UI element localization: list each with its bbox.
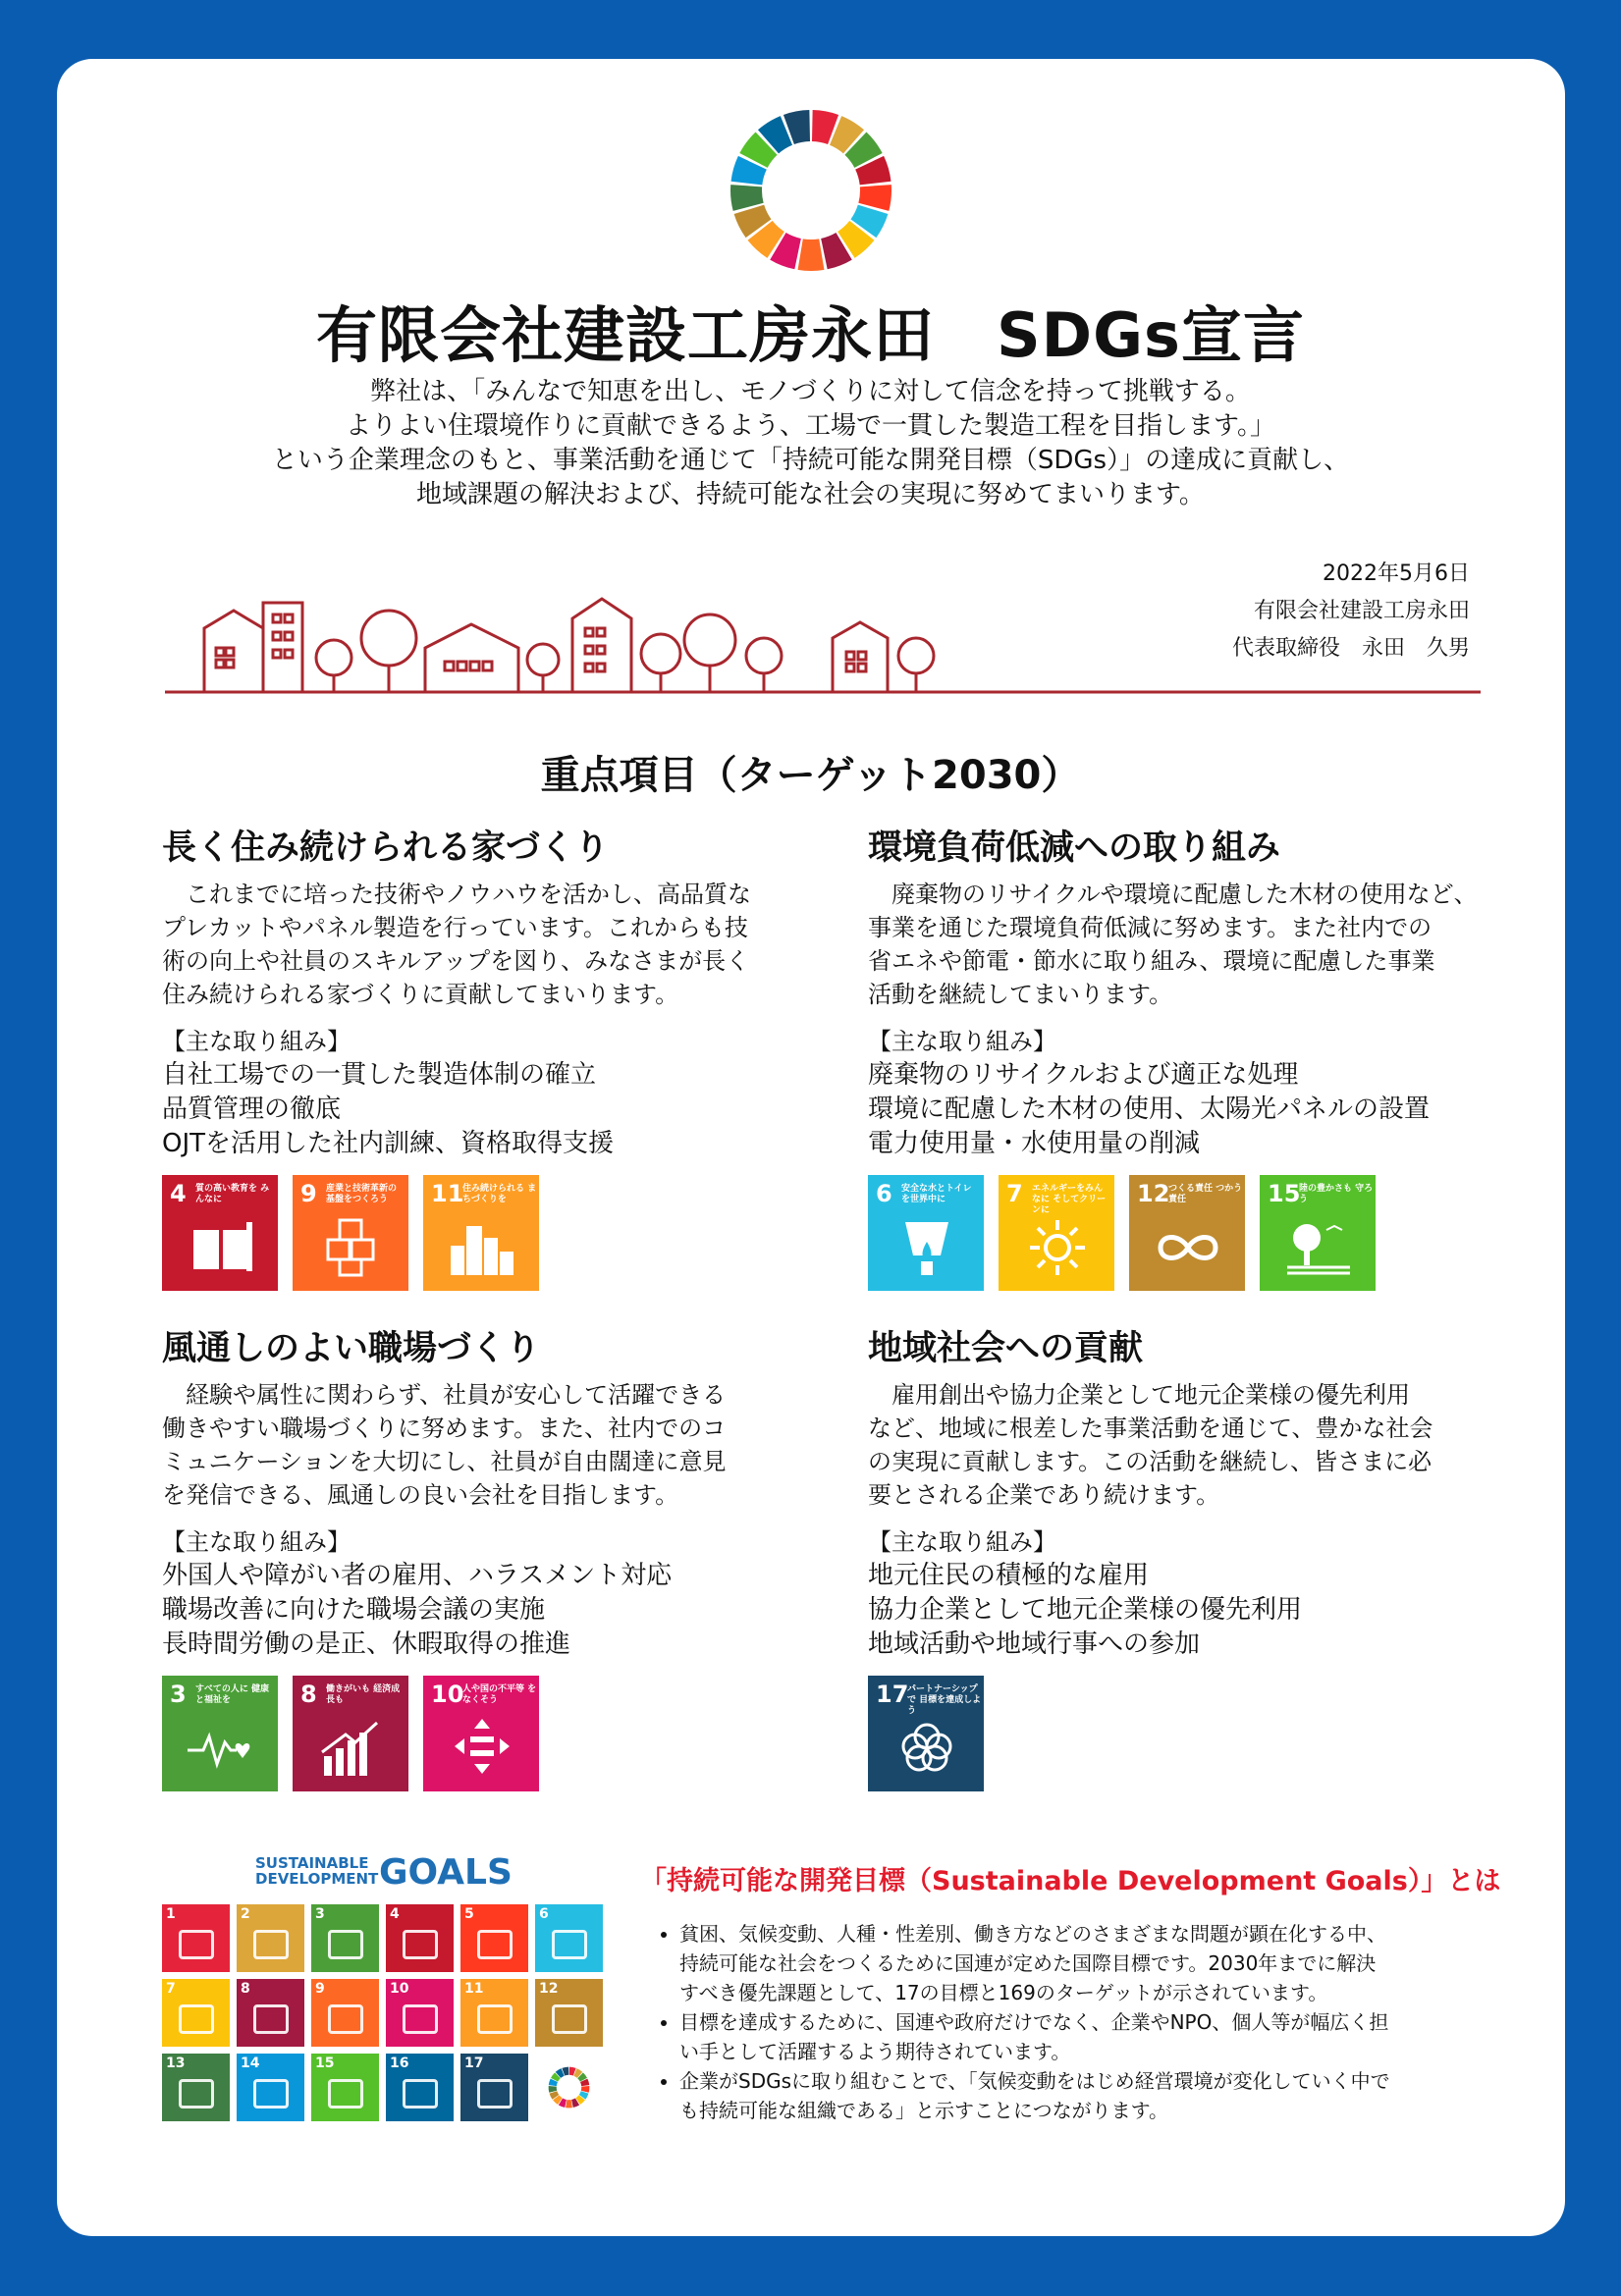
goal-pictogram [179,2004,214,2034]
goal-pictogram [253,2079,289,2109]
goal-number: 6 [876,1180,892,1207]
sdg-goal-11-icon [423,1175,539,1291]
initiative-item: OJTを活用した社内訓練、資格取得支援 [162,1129,615,1158]
logo-line: SUSTAINABLE [255,1854,369,1872]
section-body [162,1378,790,1512]
goal-number: 3 [170,1681,187,1708]
grid-goal-1-icon [162,1904,230,1972]
body-line: 廃棄物のリサイクルや環境に配慮した木材の使用など、 [868,881,1478,908]
equality-icon [447,1717,517,1780]
goal-number: 10 [431,1681,464,1708]
intro-line: という企業理念のもと、事業活動を通じて「持続可能な開発目標（SDGs）」の達成に貢献し、 [271,446,1350,475]
small-wheel-icon [548,2066,590,2109]
intro-line: よりよい住環境作りに貢献できるよう、工場で一貫した製造工程を目指します。」 [346,411,1275,441]
goal-pictogram [403,2079,438,2109]
wheel-segment [798,239,825,271]
body-line: プレカットやパネル製造を行っています。これからも技 [162,914,748,941]
book-icon [186,1216,256,1279]
goal-number: 11 [464,1981,484,1997]
body-line: ミュニケーションを大切にし、社員が自由闊達に意見 [162,1448,727,1475]
section-community [868,1327,1496,1791]
goal-number: 8 [241,1981,250,1997]
grid-goal-4-icon [386,1904,454,1972]
goal-number: 6 [539,1906,549,1922]
logo-line: DEVELOPMENT [255,1870,379,1888]
section-long-lasting-homes [162,827,790,1291]
goal-label: 住み続けられる まちづくりを [462,1184,537,1204]
initiative-list [868,1058,1496,1161]
infinity-icon [1153,1216,1223,1279]
body-line: これまでに培った技術やノウハウを活かし、高品質な [162,881,751,908]
sdg-icon-row [162,1175,790,1291]
sdg-icon-row [868,1676,1496,1791]
goal-label: 働きがいも 経済成長も [326,1684,401,1705]
goal-number: 7 [166,1981,176,1997]
initiative-list [868,1559,1496,1662]
body-line: 働きやすい職場づくりに努めます。また、社内でのコ [162,1415,727,1442]
goal-label: 人や国の不平等 をなくそう [462,1684,537,1705]
sdg-icon-row [162,1676,790,1791]
body-line: 経験や属性に関わらず、社員が安心して活躍できる [162,1381,727,1409]
sdg-goal-12-icon [1129,1175,1245,1291]
goal-number: 7 [1006,1180,1023,1207]
grid-goal-5-icon [460,1904,528,1972]
company-name: 有限会社建設工房永田 [1253,599,1470,623]
about-sdgs [640,1859,1501,2125]
body-line: 要とされる企業であり続けます。 [868,1481,1220,1509]
goal-label: つくる責任 つかう責任 [1168,1184,1243,1204]
grid-goal-16-icon [386,2054,454,2121]
sdg-goal-15-icon [1260,1175,1376,1291]
goal-pictogram [253,1930,289,1959]
sdg-goal-7-icon [999,1175,1114,1291]
goal-number: 10 [390,1981,409,1997]
about-list [640,1919,1465,2125]
sdg-goal-3-icon [162,1676,278,1791]
heartbeat-icon [186,1717,256,1780]
tree-icon [1283,1216,1354,1279]
section-workplace [162,1327,790,1791]
water-icon [892,1216,962,1279]
goal-pictogram [328,1930,363,1959]
goal-label: 産業と技術革新の 基盤をつくろう [326,1184,398,1204]
goal-number: 3 [315,1906,325,1922]
bullet-line: すべき優先課題として、17の目標と169のターゲットが示されています。 [679,1981,1328,2004]
sdg-goal-8-icon [293,1676,408,1791]
grid-goal-17-icon [460,2054,528,2121]
initiative-item: 環境に配慮した木材の使用、太陽光パネルの設置 [868,1095,1431,1124]
partnership-icon [892,1717,962,1780]
about-heading: 「持続可能な開発目標（Sustainable Development Goals）」とは [640,1866,1501,1896]
page-title: 有限会社建設工房永田 SDGs宣言 [316,299,1305,371]
main-initiatives-heading: 【主な取り組み】 [162,1028,351,1055]
grid-goal-2-icon [237,1904,304,1972]
townscape-illustration [165,589,1481,697]
goal-label: エネルギーをみんなに そしてクリーンに [1032,1184,1107,1215]
initiative-item: 自社工場での一貫した製造体制の確立 [162,1060,597,1090]
body-line: を発信できる、風通しの良い会社を目指します。 [162,1481,679,1509]
goal-pictogram [477,1930,513,1959]
goal-number: 13 [166,2056,186,2071]
initiative-item: 協力企業として地元企業様の優先利用 [868,1595,1303,1625]
goal-label: パートナーシップで 目標を達成しよう [907,1684,982,1716]
bullet-line: • 目標を達成するために、国連や政府だけでなく、企業やNPO、個人等が幅広く担 [679,2010,1389,2034]
goal-pictogram [328,2004,363,2034]
city-icon [447,1216,517,1279]
wheel-segment [566,2100,572,2108]
goal-pictogram [179,2079,214,2109]
goal-number: 9 [315,1981,325,1997]
bullet-line: • 企業がSDGsに取り組むことで、「気候変動をはじめ経営環境が変化していく中で [679,2069,1390,2093]
goal-number: 4 [390,1906,400,1922]
goal-pictogram [328,2079,363,2109]
about-bullet [679,2007,1465,2066]
body-line: など、地域に根差した事業活動を通じて、豊かな社会 [868,1415,1433,1442]
sdgs-goals-logo [255,1852,513,1893]
grid-goal-9-icon [311,1979,379,2047]
goal-label: 質の高い教育を みんなに [195,1184,270,1204]
goal-number: 2 [241,1906,250,1922]
initiative-list [162,1559,790,1662]
goal-number: 9 [300,1180,317,1207]
goal-number: 17 [876,1681,909,1708]
grid-goal-3-icon [311,1904,379,1972]
goal-pictogram [403,1930,438,1959]
grid-goal-14-icon [237,2054,304,2121]
goal-number: 8 [300,1681,317,1708]
goal-label: 安全な水とトイレ を世界中に [901,1184,972,1204]
initiative-item: 電力使用量・水使用量の削減 [868,1129,1201,1158]
goal-number: 12 [539,1981,559,1997]
initiative-item: 地域活動や地域行事への参加 [868,1629,1201,1659]
section-body [162,878,790,1011]
goal-number: 17 [464,2056,484,2071]
body-line: 雇用創出や協力企業として地元企業様の優先利用 [868,1381,1410,1409]
section-body [868,1378,1496,1512]
initiative-item: 長時間労働の是正、休暇取得の推進 [162,1629,571,1659]
intro-line: 地域課題の解決および、持続可能な社会の実現に努めてまいります。 [416,480,1205,509]
goal-number: 12 [1137,1180,1170,1207]
goal-number: 16 [390,2056,409,2071]
goal-label: すべての人に 健康と福祉を [195,1684,269,1705]
intro-line: 弊社は、「みんなで知恵を出し、モノづくりに対して信念を持って挑戦する。 [370,377,1251,406]
body-line: 住み続けられる家づくりに貢献してまいります。 [162,981,679,1008]
initiative-item: 外国人や障がい者の雇用、ハラスメント対応 [162,1561,673,1590]
goal-number: 15 [1268,1180,1301,1207]
grid-goal-15-icon [311,2054,379,2121]
grid-goal-11-icon [460,1979,528,2047]
initiative-item: 地元住民の積極的な雇用 [868,1561,1150,1590]
goal-pictogram [179,1930,214,1959]
goal-number: 11 [431,1180,464,1207]
body-line: 術の向上や社員のスキルアップを図り、みなさまが長く [162,947,750,975]
bullet-line: い手として活躍するよう期待されています。 [679,2040,1071,2063]
main-initiatives-heading: 【主な取り組み】 [162,1528,351,1556]
section-body [868,878,1496,1011]
grid-goal-12-icon [535,1979,603,2047]
goal-number: 1 [166,1906,176,1922]
section-title: 環境負荷低減への取り組み [868,828,1281,868]
initiative-list [162,1058,790,1161]
about-bullet [679,2066,1465,2125]
sun-power-icon [1022,1216,1093,1279]
grid-goal-10-icon [386,1979,454,2047]
grid-goal-6-icon [535,1904,603,1972]
goal-number: 5 [464,1906,474,1922]
initiative-item: 廃棄物のリサイクルおよび適正な処理 [868,1060,1299,1090]
bullet-line: • 貧困、気候変動、人種・性差別、働き方などのさまざまな問題が顕在化する中、 [679,1922,1386,1946]
sdg-goal-10-icon [423,1676,539,1791]
goal-label: 陸の豊かさも 守ろう [1299,1184,1374,1204]
initiative-item: 職場改善に向けた職場会議の実施 [162,1595,546,1625]
body-line: 事業を通じた環境負荷低減に努めます。また社内での [868,914,1432,941]
sdg-goal-17-icon [868,1676,984,1791]
logo-goals-text: GOALS [379,1852,513,1893]
representative-name: 代表取締役 永田 久男 [1231,636,1470,661]
sdgs-wheel-logo [729,108,893,273]
body-line: 省エネや節電・節水に取り組み、環境に配慮した事業 [868,947,1435,975]
intro-statement [0,375,1621,512]
focus-title: 重点項目（ターゲット2030） [540,753,1081,798]
sdg-goal-9-icon [293,1175,408,1291]
main-initiatives-heading: 【主な取り組み】 [868,1528,1056,1556]
main-initiatives-heading: 【主な取り組み】 [868,1028,1056,1055]
bullet-line: も持続可能な組織である」と示すことにつながります。 [679,2099,1168,2122]
goal-pictogram [403,2004,438,2034]
growth-chart-icon [316,1717,387,1780]
goal-pictogram [477,2004,513,2034]
section-environmental-load [868,827,1496,1291]
cubes-icon [316,1216,387,1279]
declaration-date: 2022年5月6日 [1323,561,1470,586]
grid-goal-8-icon [237,1979,304,2047]
bullet-line: 持続可能な社会をつくるために国連が定めた国際目標です。2030年までに解決 [679,1951,1377,1975]
grid-goal-7-icon [162,1979,230,2047]
sdg-goal-4-icon [162,1175,278,1291]
sdg-icon-row [868,1175,1496,1291]
section-title: 長く住み続けられる家づくり [162,828,610,868]
goal-number: 15 [315,2056,335,2071]
grid-goal-13-icon [162,2054,230,2121]
body-line: 活動を継続してまいります。 [868,981,1173,1008]
sdg-goal-6-icon [868,1175,984,1291]
about-bullet [679,1919,1465,2007]
goal-pictogram [552,2004,587,2034]
section-title: 風通しのよい職場づくり [162,1329,541,1368]
goal-number: 14 [241,2056,260,2071]
goal-pictogram [477,2079,513,2109]
goal-pictogram [552,1930,587,1959]
initiative-item: 品質管理の徹底 [162,1095,342,1124]
body-line: の実現に貢献します。この活動を継続し、皆さまに必 [868,1448,1432,1475]
section-title: 地域社会への貢献 [868,1329,1144,1368]
goal-number: 4 [170,1180,187,1207]
goal-pictogram [253,2004,289,2034]
